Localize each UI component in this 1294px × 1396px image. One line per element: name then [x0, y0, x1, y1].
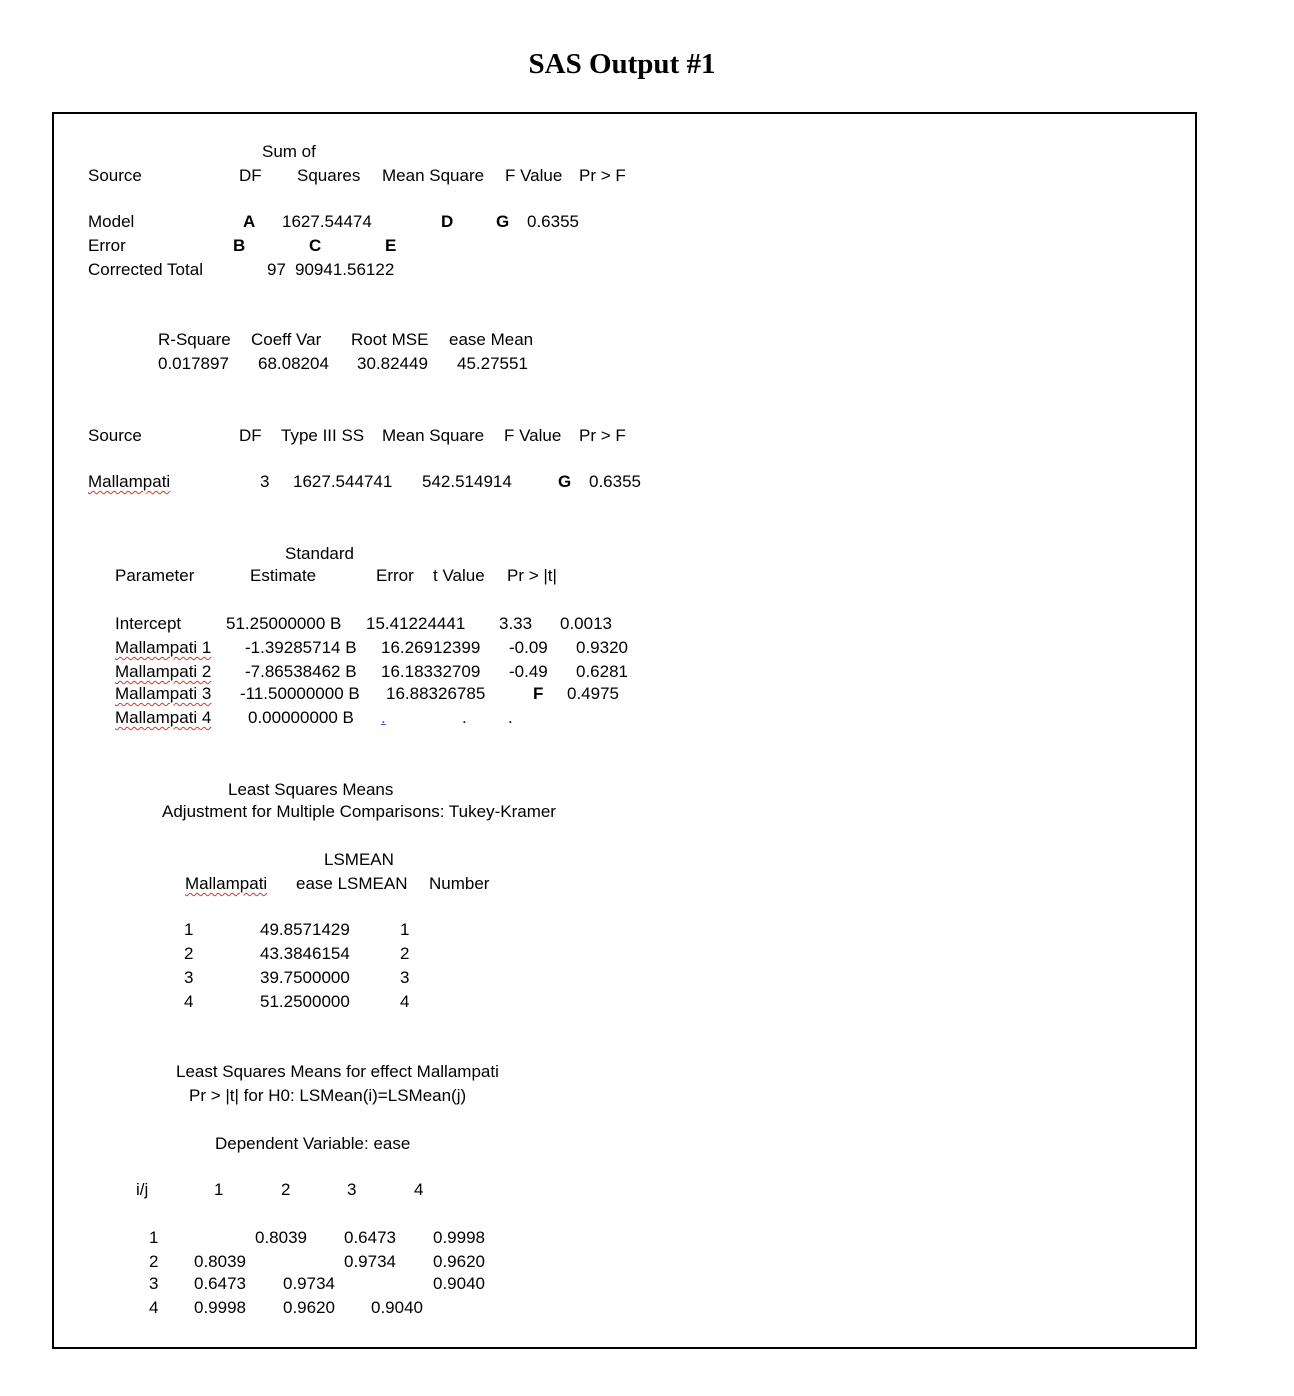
t3-header-p: Pr > F [579, 426, 626, 445]
fit-header-mean: ease Mean [449, 330, 534, 349]
row-model-f: G [496, 212, 510, 231]
pairwise-cell: 0.9998 [194, 1298, 246, 1317]
row-model-ms: D [441, 212, 454, 231]
header-pr-f: Pr > F [579, 166, 626, 185]
pairwise-col-header: 2 [281, 1180, 291, 1199]
pairwise-cell: 0.6473 [194, 1274, 246, 1293]
row-total-ss: 90941.56122 [295, 260, 395, 279]
param-row-est: -11.50000000 B [240, 684, 360, 703]
pairwise-col-header: 3 [347, 1180, 357, 1199]
t3-row-ss: 1627.544741 [293, 472, 393, 491]
fit-header-coeffvar: Coeff Var [251, 330, 322, 349]
pairwise-subtitle: Pr > |t| for H0: LSMean(i)=LSMean(j) [189, 1086, 467, 1105]
lsmeans-row-level: 3 [184, 968, 194, 987]
row-error-source: Error [88, 236, 126, 255]
param-row-p: 0.6281 [576, 662, 628, 681]
param-header-p: Pr > |t| [507, 566, 557, 585]
fit-header-rootmse: Root MSE [351, 330, 429, 349]
lsmeans-row-num: 4 [400, 992, 410, 1011]
param-row-p: 0.9320 [576, 638, 628, 657]
param-row-name: Mallampati 4 [115, 708, 212, 727]
t3-row-ms: 542.514914 [422, 472, 512, 491]
pairwise-cell: 0.6473 [344, 1228, 396, 1247]
param-header-tvalue: t Value [433, 566, 485, 585]
param-row-name: Mallampati 2 [115, 662, 212, 681]
lsmeans-row-level: 4 [184, 992, 194, 1011]
param-row-t: 3.33 [499, 614, 533, 633]
lsmeans-header-mean: ease LSMEAN [296, 874, 408, 893]
lsmeans-row-mean: 43.3846154 [260, 944, 350, 963]
row-model-p: 0.6355 [527, 212, 579, 231]
row-model-df: A [243, 212, 256, 231]
lsmeans-row-num: 1 [400, 920, 410, 939]
lsmeans-header-number: Number [429, 874, 490, 893]
param-row-se: 16.18332709 [381, 662, 481, 681]
param-row-est: 51.25000000 B [226, 614, 342, 633]
param-header-standard: Standard [285, 544, 354, 563]
param-row-est: -1.39285714 B [245, 638, 357, 657]
param-row-p: 0.4975 [567, 684, 619, 703]
param-row-t: -0.49 [509, 662, 548, 681]
param-row-t: -0.09 [509, 638, 548, 657]
pairwise-col-header: 4 [414, 1180, 424, 1199]
row-model-source: Model [88, 212, 135, 231]
pairwise-corner: i/j [136, 1180, 149, 1199]
header-mean-square: Mean Square [382, 166, 485, 185]
pairwise-row-label: 3 [149, 1274, 159, 1293]
param-row-p: 0.0013 [560, 614, 612, 633]
fit-header-rsquare: R-Square [158, 330, 231, 349]
t3-header-df: DF [239, 426, 262, 445]
header-sum-of: Sum of [262, 142, 316, 161]
param-row-name: Mallampati 3 [115, 684, 212, 703]
pairwise-cell: 0.8039 [194, 1252, 246, 1271]
t3-header-source: Source [88, 426, 142, 445]
param-row-p: . [508, 708, 513, 727]
pairwise-cell: 0.9734 [283, 1274, 335, 1293]
row-error-df: B [233, 236, 246, 255]
lsmeans-row-num: 2 [400, 944, 410, 963]
lsmeans-row-level: 1 [184, 920, 194, 939]
param-row-name: Mallampati 1 [115, 638, 212, 657]
pairwise-row-label: 2 [149, 1252, 159, 1271]
fit-value-rootmse: 30.82449 [357, 354, 428, 373]
header-df: DF [239, 166, 262, 185]
lsmeans-row-mean: 51.2500000 [260, 992, 350, 1011]
pairwise-cell: 0.9620 [433, 1252, 485, 1271]
t3-row-source: Mallampati [88, 472, 171, 491]
t3-row-p: 0.6355 [589, 472, 641, 491]
row-total-source: Corrected Total [88, 260, 203, 279]
param-row-t: . [462, 708, 467, 727]
row-error-ms: E [385, 236, 397, 255]
lsmeans-title: Least Squares Means [228, 780, 394, 799]
param-row-se-link[interactable]: . [381, 708, 386, 727]
param-row-name: Intercept [115, 614, 182, 633]
t3-header-ss: Type III SS [281, 426, 365, 445]
t3-header-ms: Mean Square [382, 426, 485, 445]
param-header-parameter: Parameter [115, 566, 195, 585]
param-header-estimate: Estimate [250, 566, 317, 585]
header-f-value: F Value [505, 166, 563, 185]
pairwise-cell: 0.9620 [283, 1298, 335, 1317]
t3-row-df: 3 [260, 472, 270, 491]
row-model-ss: 1627.54474 [282, 212, 372, 231]
lsmeans-row-mean: 49.8571429 [260, 920, 350, 939]
fit-value-coeffvar: 68.08204 [258, 354, 329, 373]
pairwise-row-label: 4 [149, 1298, 159, 1317]
lsmeans-row-num: 3 [400, 968, 410, 987]
pairwise-cell: 0.8039 [255, 1228, 307, 1247]
page-title: SAS Output #1 [528, 48, 716, 80]
lsmeans-row-level: 2 [184, 944, 194, 963]
param-row-se: 16.26912399 [381, 638, 481, 657]
fit-value-rsquare: 0.017897 [158, 354, 229, 373]
lsmeans-header-level: Mallampati [185, 874, 268, 893]
t3-header-f: F Value [504, 426, 562, 445]
row-error-ss: C [309, 236, 322, 255]
pairwise-row-label: 1 [149, 1228, 159, 1247]
pairwise-cell: 0.9040 [371, 1298, 423, 1317]
pairwise-cell: 0.9998 [433, 1228, 485, 1247]
pairwise-title: Least Squares Means for effect Mallampati [176, 1062, 499, 1081]
pairwise-cell: 0.9040 [433, 1274, 485, 1293]
fit-value-mean: 45.27551 [457, 354, 528, 373]
dependent-variable: Dependent Variable: ease [215, 1134, 411, 1153]
lsmeans-header-top: LSMEAN [324, 850, 394, 869]
param-row-t: F [533, 684, 544, 703]
t3-row-f: G [558, 472, 572, 491]
row-total-df: 97 [267, 260, 286, 279]
pairwise-cell: 0.9734 [344, 1252, 396, 1271]
param-header-error: Error [376, 566, 414, 585]
lsmeans-subtitle: Adjustment for Multiple Comparisons: Tukey-Kramer [162, 802, 556, 821]
param-row-est: -7.86538462 B [245, 662, 357, 681]
header-source: Source [88, 166, 142, 185]
param-row-se: 16.88326785 [386, 684, 486, 703]
lsmeans-row-mean: 39.7500000 [260, 968, 350, 987]
param-row-est: 0.00000000 B [248, 708, 354, 727]
output-frame [52, 112, 1197, 1349]
header-squares: Squares [297, 166, 361, 185]
pairwise-col-header: 1 [214, 1180, 224, 1199]
param-row-se: 15.41224441 [366, 614, 466, 633]
